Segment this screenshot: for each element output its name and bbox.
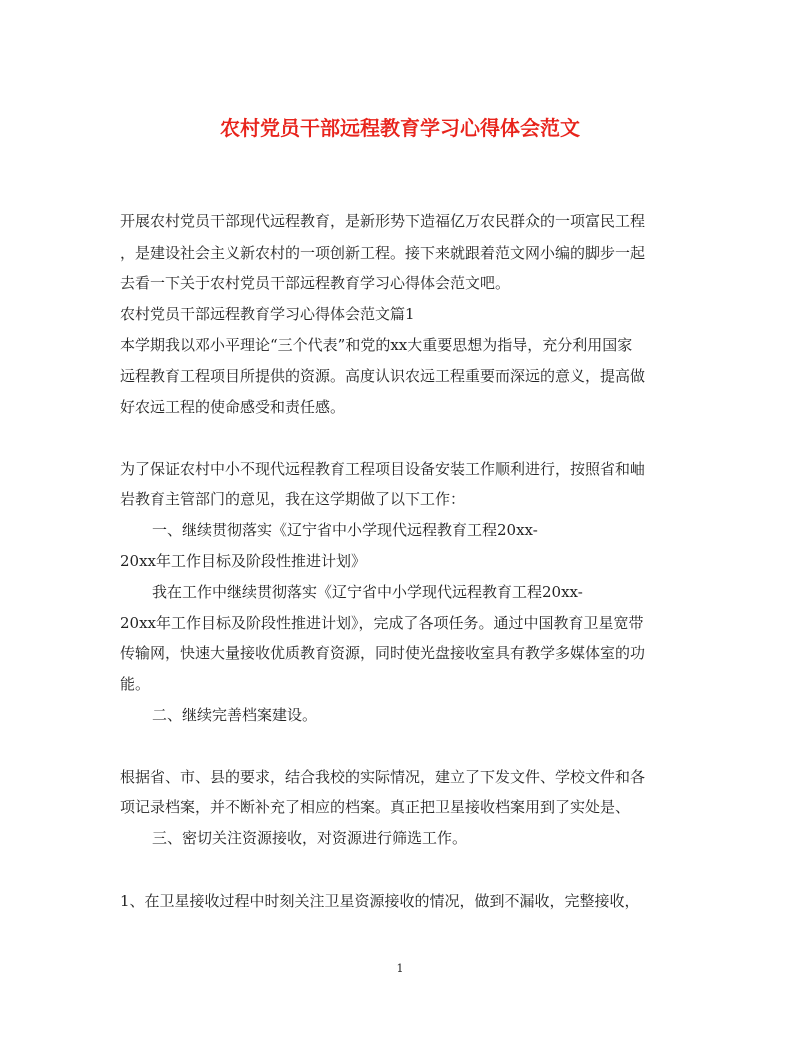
page-number: 1 [396, 962, 404, 975]
paragraph-line: 本学期我以邓小平理论“三个代表”和党的xx大重要思想为指导，充分利用国家 [120, 336, 633, 354]
paragraph-line: 能。 [120, 675, 151, 693]
paragraph-line: 传输网，快速大量接收优质教育资源，同时使光盘接收室具有教学多媒体室的功 [120, 644, 646, 662]
paragraph-line: 1、在卫星接收过程中时刻关注卫星资源接收的情况，做到不漏收，完整接收， [120, 892, 640, 910]
paragraph-line: ，是建设社会主义新农村的一项创新工程。接下来就跟着范文网小编的脚步一起 [120, 244, 646, 262]
paragraph-line: 为了保证农村中小不现代远程教育工程项目设备安装工作顺利进行，按照省和岫 [120, 460, 646, 478]
document-title: 农村党员干部远程教育学习心得体会范文 [220, 116, 580, 140]
paragraph-line: 20xx年工作目标及阶段性推进计划》，完成了各项任务。通过中国教育卫星宽带 [120, 614, 644, 632]
paragraph-line: 好农远工程的使命感受和责任感。 [120, 398, 346, 416]
subheading-line: 三、密切关注资源接收，对资源进行筛选工作。 [152, 829, 468, 847]
subheading-line: 二、继续完善档案建设。 [152, 706, 318, 724]
paragraph-line: 项记录档案，并不断补充了相应的档案。真正把卫星接收档案用到了实处是、 [120, 798, 631, 816]
paragraph-line: 开展农村党员干部现代远程教育，是新形势下造福亿万农民群众的一项富民工程 [120, 212, 646, 230]
paragraph-line: 岩教育主管部门的意见，我在这学期做了以下工作： [120, 490, 466, 508]
section-heading: 农村党员干部远程教育学习心得体会范文篇1 [120, 305, 415, 323]
paragraph-line: 远程教育工程项目所提供的资源。高度认识农远工程重要而深远的意义，提高做 [120, 367, 646, 385]
subheading-line: 一、继续贯彻落实《辽宁省中小学现代远程教育工程20xx- [152, 521, 538, 539]
paragraph-line: 我在工作中继续贯彻落实《辽宁省中小学现代远程教育工程20xx- [152, 583, 583, 601]
subheading-line: 20xx年工作目标及阶段性推进计划》 [120, 552, 367, 570]
paragraph-line: 根据省、市、县的要求，结合我校的实际情况，建立了下发文件、学校文件和各 [120, 768, 646, 786]
paragraph-line: 去看一下关于农村党员干部远程教育学习心得体会范文吧。 [120, 274, 511, 292]
